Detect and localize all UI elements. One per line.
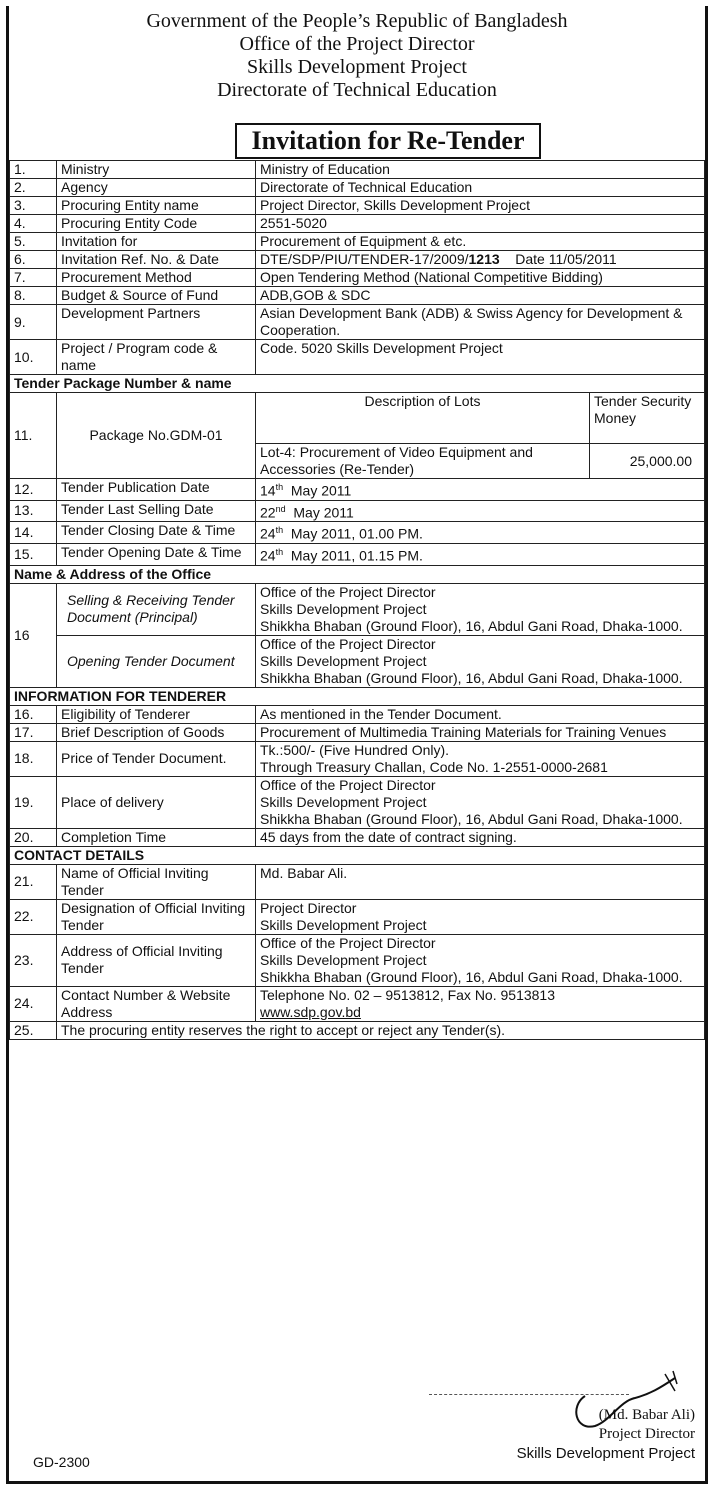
row-label: Budget & Source of Fund [57, 287, 256, 305]
row-value: Open Tendering Method (National Competitive Bidding) [256, 269, 705, 287]
address-line: Skills Development Project [260, 951, 427, 968]
date-rest: May 2011, 01.15 PM. [283, 547, 423, 564]
row-label: Brief Description of Goods [57, 723, 256, 741]
row-value: 2551-5020 [256, 215, 705, 233]
row-value [256, 251, 705, 269]
row-number: 10. [10, 340, 57, 375]
date-value [256, 522, 705, 544]
table-row [10, 215, 705, 233]
row-label: Address of Official Inviting Tender [57, 934, 256, 986]
row-number: 7. [10, 269, 57, 287]
date-day: 22 [260, 504, 276, 521]
row-number: 25. [10, 1021, 57, 1039]
row-value: Project Director, Skills Development Project [256, 197, 705, 215]
row-number: 18. [10, 741, 57, 776]
address-line: Office of the Project Director [260, 583, 436, 600]
opening-address [256, 635, 705, 687]
row-value: Procurement of Multimedia Training Materials for Training Venues [256, 723, 705, 741]
row-label: Agency [57, 179, 256, 197]
official-address [256, 934, 705, 986]
header-line-office: Office of the Project Director [239, 33, 475, 55]
ref-date: Date 11/05/2011 [499, 251, 617, 267]
row-label: Development Partners [57, 305, 256, 340]
signatory-name: (Md. Babar Ali) [598, 1407, 695, 1423]
telephone-fax: Telephone No. 02 – 9513812, Fax No. 9513813 [260, 986, 556, 1003]
row-number: 3. [10, 197, 57, 215]
row-number: 6. [10, 251, 57, 269]
row-label: Ministry [57, 161, 256, 179]
table-row [10, 340, 705, 375]
date-suffix: nd [275, 503, 286, 514]
row-number: 19. [10, 776, 57, 828]
address-line: Shikkha Bhaban (Ground Floor), 16, Abdul Gani Road, Dhaka-1000. [260, 810, 683, 827]
row-label: Tender Opening Date & Time [57, 543, 256, 565]
ref-number: DTE/SDP/PIU/TENDER-17/2009/ [260, 251, 469, 267]
address-line: Shikkha Bhaban (Ground Floor), 16, Abdul Gani Road, Dhaka-1000. [260, 617, 683, 634]
row-label: Procurement Method [57, 269, 256, 287]
date-suffix: th [275, 482, 284, 492]
row-label: Procuring Entity name [57, 197, 256, 215]
row-number: 14. [10, 522, 57, 544]
signature-block [517, 1406, 695, 1463]
date-rest: May 2011 [283, 482, 352, 499]
page-title: Invitation for Re-Tender [235, 123, 541, 159]
row-label: Invitation Ref. No. & Date [57, 251, 256, 269]
row-number: 21. [10, 864, 57, 899]
address-line: Office of the Project Director [260, 776, 436, 793]
date-day: 24 [260, 547, 276, 564]
row-value: Md. Babar Ali. [256, 864, 705, 899]
date-day: 24 [260, 525, 276, 542]
row-value [256, 986, 705, 1021]
date-value [256, 543, 705, 565]
address-line: Skills Development Project [260, 793, 427, 810]
row-number: 16 [10, 583, 57, 687]
date-rest: May 2011, 01.00 PM. [283, 525, 423, 542]
row-label: Contact Number & Website Address [57, 986, 256, 1021]
row-label: Project / Program code & name [57, 340, 256, 375]
row-label: Name of Official Inviting Tender [57, 864, 256, 899]
security-amount: 25,000.00 [590, 444, 705, 479]
row-value: As mentioned in the Tender Document. [256, 705, 705, 723]
table-row [10, 179, 705, 197]
designation-line: Project Director [260, 899, 357, 916]
row-number: 15. [10, 543, 57, 565]
row-label: Eligibility of Tenderer [57, 705, 256, 723]
header-line-project: Skills Development Project [247, 56, 467, 78]
signatory-org: Skills Development Project [516, 1445, 695, 1462]
row-value [256, 899, 705, 934]
date-row [10, 543, 705, 565]
document-code: GD-2300 [33, 1454, 90, 1470]
row-number: 16. [10, 705, 57, 723]
selling-receiving-label: Selling & Receiving Tender Document (Principal) [57, 583, 256, 635]
row-number: 22. [10, 899, 57, 934]
row-label: Tender Publication Date [57, 479, 256, 501]
address-line: Office of the Project Director [260, 934, 436, 951]
address-line: Skills Development Project [260, 652, 427, 669]
row-number: 23. [10, 934, 57, 986]
row-value: Directorate of Technical Education [256, 179, 705, 197]
address-line: Office of the Project Director [260, 635, 436, 652]
table-row [10, 197, 705, 215]
table-row [10, 161, 705, 179]
row-number: 17. [10, 723, 57, 741]
row-label: Tender Last Selling Date [57, 500, 256, 522]
selling-address [256, 583, 705, 635]
row-label: Procuring Entity Code [57, 215, 256, 233]
row-label: Invitation for [57, 233, 256, 251]
row-value [256, 741, 705, 776]
opening-document-label: Opening Tender Document [57, 635, 256, 687]
row-value: Ministry of Education [256, 161, 705, 179]
ref-serial: 1213 [468, 251, 500, 267]
tender-table [9, 160, 705, 1040]
delivery-address [256, 776, 705, 828]
website-link[interactable]: www.sdp.gov.bd [260, 1003, 361, 1020]
row-label: Tender Closing Date & Time [57, 522, 256, 544]
date-value [256, 479, 705, 501]
row-number: 24. [10, 986, 57, 1021]
date-suffix: th [275, 546, 284, 557]
row-number: 1. [10, 161, 57, 179]
row-number: 11. [10, 393, 57, 479]
row-number: 9. [10, 305, 57, 340]
table-row [10, 251, 705, 269]
row-label: Completion Time [57, 828, 256, 846]
row-value: Asian Development Bank (ADB) & Swiss Agency for Development & Cooperation. [256, 305, 705, 340]
lots-description-header: Description of Lots [256, 393, 590, 444]
row-value: Code. 5020 Skills Development Project [256, 340, 705, 375]
date-row [10, 500, 705, 522]
row-number: 8. [10, 287, 57, 305]
challan-line: Through Treasury Challan, Code No. 1-2551-0000-2681 [260, 758, 608, 775]
header-line-government: Government of the People’s Republic of Bangladesh [146, 10, 568, 32]
row-value: ADB,GOB & SDC [256, 287, 705, 305]
address-line: Shikkha Bhaban (Ground Floor), 16, Abdul Gani Road, Dhaka-1000. [260, 968, 683, 985]
section-office-heading: Name & Address of the Office [10, 565, 705, 583]
row-label: Place of delivery [57, 776, 256, 828]
date-value [256, 500, 705, 522]
date-row [10, 479, 705, 501]
letterhead [9, 10, 705, 102]
row-value: 45 days from the date of contract signing. [256, 828, 705, 846]
section-info-heading: INFORMATION FOR TENDERER [10, 687, 705, 705]
project-line: Skills Development Project [260, 916, 427, 933]
row-number: 2. [10, 179, 57, 197]
row-label: Designation of Official Inviting Tender [57, 899, 256, 934]
row-number: 5. [10, 233, 57, 251]
address-line: Skills Development Project [260, 600, 427, 617]
date-suffix: th [275, 525, 284, 536]
row-number: 12. [10, 479, 57, 501]
package-name: Package No.GDM-01 [57, 393, 256, 479]
row-value: Procurement of Equipment & etc. [256, 233, 705, 251]
row-number: 4. [10, 215, 57, 233]
table-row [10, 305, 705, 340]
signatory-title: Project Director [598, 1426, 695, 1442]
address-line: Shikkha Bhaban (Ground Floor), 16, Abdul Gani Road, Dhaka-1000. [260, 669, 683, 686]
footer [9, 1366, 705, 1484]
date-day: 14 [260, 482, 276, 499]
table-row [10, 233, 705, 251]
section-package-heading: Tender Package Number & name [10, 375, 705, 393]
price-line: Tk.:500/- (Five Hundred Only). [260, 741, 450, 758]
row-value: The procuring entity reserves the right to accept or reject any Tender(s). [57, 1021, 705, 1039]
lots-table [256, 393, 704, 478]
row-number: 20. [10, 828, 57, 846]
row-label: Price of Tender Document. [57, 741, 256, 776]
lot-description: Lot-4: Procurement of Video Equipment and Accessories (Re-Tender) [256, 444, 590, 479]
date-row [10, 522, 705, 544]
tender-security-header: Tender Security Money [590, 393, 705, 444]
document-page [6, 6, 708, 1484]
section-contact-heading: CONTACT DETAILS [10, 846, 705, 864]
table-row [10, 269, 705, 287]
table-row [10, 287, 705, 305]
date-rest: May 2011 [285, 504, 354, 521]
header-line-directorate: Directorate of Technical Education [217, 79, 497, 101]
row-number: 13. [10, 500, 57, 522]
